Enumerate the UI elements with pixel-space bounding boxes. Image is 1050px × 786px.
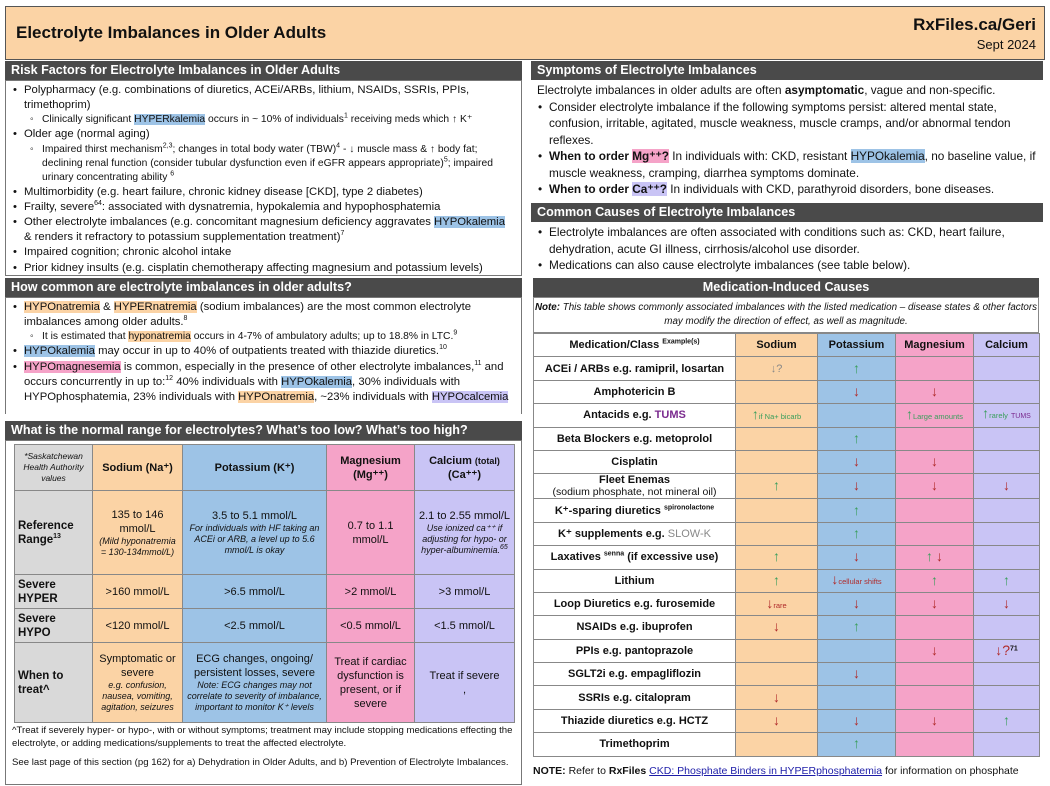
col-potassium: Potassium (K⁺) <box>183 445 327 491</box>
effect-magnesium <box>896 616 974 639</box>
effect-magnesium <box>896 663 974 686</box>
effect-magnesium: ↓ <box>896 592 974 615</box>
effect-potassium: ↑ <box>818 616 896 639</box>
effect-magnesium: ↓ <box>896 380 974 403</box>
ref-sodium: 135 to 146 mmol/L (Mild hyponatremia = 130-134mmol/L) <box>93 491 183 575</box>
effect-calcium <box>974 427 1040 450</box>
risk-box <box>5 80 522 276</box>
med-row <box>534 522 1040 545</box>
med-row <box>534 733 1040 756</box>
symptoms-item: • When to order Ca⁺⁺? In individuals with CKD, parathyroid disorders, bone diseases. <box>537 181 1037 198</box>
effect-potassium: ↓cellular shifts <box>818 569 896 592</box>
effect-potassium: ↓ <box>818 380 896 403</box>
effect-potassium: ↓ <box>818 663 896 686</box>
col-magnesium: Magnesium <box>896 334 974 357</box>
effect-potassium: ↓ <box>818 546 896 569</box>
effect-potassium <box>818 404 896 427</box>
range-see-last-page: See last page of this section (pg 162) for a) Dehydration in Older Adults, and b) Prevention of Electrolyte Imbalances. <box>12 757 509 768</box>
med-row <box>534 686 1040 709</box>
effect-calcium <box>974 499 1040 522</box>
range-table <box>14 444 515 723</box>
meds-heading: Medication-Induced Causes <box>533 278 1039 297</box>
causes-heading: Common Causes of Electrolyte Imbalances <box>531 203 1043 222</box>
effect-calcium <box>974 380 1040 403</box>
hyper-sodium: >160 mmol/L <box>93 575 183 609</box>
hypo-potassium: <2.5 mmol/L <box>183 609 327 643</box>
risk-item: • Polypharmacy (e.g. combinations of diuretics, ACEi/ARBs, lithium, NSAIDs, SSRIs, PPIs, trimethoprim) <box>12 83 515 113</box>
brand-name: RxFiles.ca/Geri <box>913 15 1036 34</box>
effect-sodium <box>736 639 818 662</box>
risk-item: • Frailty, severe$^{64}$: associated with dysnatremia, hypokalemia and hypophosphatemia <box>12 200 515 215</box>
effect-magnesium <box>896 357 974 380</box>
med-row <box>534 592 1040 615</box>
page-title: Electrolyte Imbalances in Older Adults <box>16 23 327 42</box>
common-box <box>5 297 522 414</box>
effect-calcium <box>974 522 1040 545</box>
med-row <box>534 709 1040 732</box>
row-when-to-treat: When to treat^ <box>15 643 93 723</box>
med-name: Amphotericin B <box>534 380 736 403</box>
effect-magnesium: ↓ <box>896 709 974 732</box>
risk-item: • Multimorbidity (e.g. heart failure, chronic kidney disease [CKD], type 2 diabetes) <box>12 185 515 200</box>
hypo-sodium: <120 mmol/L <box>93 609 183 643</box>
range-footnote: ^Treat if severely hyper- or hypo-, with or without symptoms; treatment may include stopping medications effecting the electrolyte, or adding medications/supplements to treat the affected electrolyte. <box>12 725 513 749</box>
effect-magnesium: ↑ ↓ <box>896 546 974 569</box>
med-name: Cisplatin <box>534 450 736 473</box>
col-potassium: Potassium <box>818 334 896 357</box>
effect-sodium: ↓ <box>736 616 818 639</box>
med-row <box>534 663 1040 686</box>
med-name: K⁺-sparing diuretics $^{spironolactone}$ <box>534 499 736 522</box>
med-row <box>534 616 1040 639</box>
common-subitem: ◦ It is estimated that hyponatremia occurs in 4-7% of ambulatory adults; up to 18.8% in LTC.$^9$ <box>12 330 515 344</box>
med-name: Laxatives $^{senna}$ (if excessive use) <box>534 546 736 569</box>
risk-item: • Other electrolyte imbalances (e.g. concomitant magnesium deficiency aggravates HYPOkalemia & renders it refractory to potassium supplementation treatment)$^7$ <box>12 215 515 245</box>
effect-calcium <box>974 546 1040 569</box>
effect-calcium <box>974 357 1040 380</box>
effect-calcium: ↑rarely TUMS <box>974 404 1040 427</box>
effect-calcium: ↑ <box>974 569 1040 592</box>
effect-magnesium: ↓ <box>896 474 974 499</box>
risk-item: • Prior kidney insults (e.g. cisplatin chemotherapy affecting magnesium and potassium levels) <box>12 261 515 276</box>
effect-sodium <box>736 380 818 403</box>
effect-sodium <box>736 427 818 450</box>
effect-sodium <box>736 522 818 545</box>
med-name: SSRIs e.g. citalopram <box>534 686 736 709</box>
effect-potassium: ↑ <box>818 427 896 450</box>
effect-calcium: ↓ <box>974 474 1040 499</box>
med-row <box>534 569 1040 592</box>
effect-calcium: ↑ <box>974 709 1040 732</box>
effect-magnesium <box>896 427 974 450</box>
effect-calcium <box>974 450 1040 473</box>
effect-potassium <box>818 686 896 709</box>
risk-subitem: ◦ Impaired thirst mechanism$^{2,3}$; changes in total body water (TBW)$^4$ - ↓ muscle mass & ↑ body fat; declining renal function (consider tubular dysfunction even if eGFR appears appropriate)$^5$; impaired urinary concentrating ability $^6$ <box>12 143 515 185</box>
col-sodium: Sodium (Na⁺) <box>93 445 183 491</box>
phosphate-binders-link[interactable]: CKD: Phosphate Binders in HYPERphosphatemia <box>649 765 883 777</box>
effect-calcium <box>974 733 1040 756</box>
med-name: Thiazide diuretics e.g. HCTZ <box>534 709 736 732</box>
med-name: Beta Blockers e.g. metoprolol <box>534 427 736 450</box>
med-name: Antacids e.g. TUMS <box>534 404 736 427</box>
risk-item: • Older age (normal aging) <box>12 127 515 142</box>
hypo-magnesium: <0.5 mmol/L <box>327 609 415 643</box>
causes-box <box>531 222 1043 276</box>
treat-potassium: ECG changes, ongoing/ persistent losses, severe Note: ECG changes may not correlate to severity of imbalance, important to monitor K⁺ levels <box>183 643 327 723</box>
effect-calcium: ↓ <box>974 592 1040 615</box>
med-row <box>534 404 1040 427</box>
col-sodium: Sodium <box>736 334 818 357</box>
symptoms-item: • Consider electrolyte imbalance if the following symptoms persist: altered mental state, confusion, irritable, agitated, muscle weakness, muscle cramps, and/or abnormal tendon reflexes. <box>537 99 1037 149</box>
row-severe-hyper: Severe HYPER <box>15 575 93 609</box>
effect-sodium <box>736 733 818 756</box>
med-row <box>534 546 1040 569</box>
effect-potassium: ↓ <box>818 474 896 499</box>
effect-magnesium <box>896 499 974 522</box>
hyper-calcium: >3 mmol/L <box>415 575 515 609</box>
effect-magnesium <box>896 522 974 545</box>
ref-magnesium: 0.7 to 1.1 mmol/L <box>327 491 415 575</box>
effect-sodium <box>736 663 818 686</box>
effect-magnesium <box>896 686 974 709</box>
effect-sodium: ↑ <box>736 546 818 569</box>
effect-sodium: ↓? <box>736 357 818 380</box>
effect-potassium: ↑ <box>818 733 896 756</box>
col-calcium: Calcium (total) (Ca⁺⁺) <box>415 445 515 491</box>
meds-note: Note: This table shows commonly associated imbalances with the listed medication – disease states & other factors may modify the direction of effect, as well as magnitude. <box>533 297 1039 333</box>
risk-item: • Impaired cognition; chronic alcohol intake <box>12 245 515 260</box>
col-calcium: Calcium <box>974 334 1040 357</box>
effect-calcium: ↓?$^{71}$ <box>974 639 1040 662</box>
treat-sodium: Symptomatic or severe e.g. confusion, nausea, vomiting, agitation, seizures <box>93 643 183 723</box>
symptoms-box <box>531 80 1043 198</box>
publish-date: Sept 2024 <box>976 37 1036 52</box>
effect-sodium: ↓ <box>736 709 818 732</box>
effect-magnesium: ↑Large amounts <box>896 404 974 427</box>
med-row <box>534 380 1040 403</box>
range-corner-note: *Saskatchewan Health Authority values <box>15 445 93 491</box>
causes-item: • Medications can also cause electrolyte imbalances (see table below). <box>537 257 1037 274</box>
effect-sodium <box>736 450 818 473</box>
effect-potassium: ↑ <box>818 499 896 522</box>
meds-footnote: NOTE: Refer to RxFiles CKD: Phosphate Binders in HYPERphosphatemia for information on phosphate <box>533 765 1019 777</box>
symptoms-heading: Symptoms of Electrolyte Imbalances <box>531 61 1043 80</box>
effect-magnesium: ↑ <box>896 569 974 592</box>
risk-heading: Risk Factors for Electrolyte Imbalances in Older Adults <box>5 61 522 80</box>
row-reference-range: Reference Range$^{13}$ <box>15 491 93 575</box>
common-item: • HYPOmagnesemia is common, especially in the presence of other electrolyte imbalances,$^{11}$ and occurs concurrently in up to:$^{12}$ 40% individuals with HYPOkalemia, 30% individuals with HYPOphosphatemia, 23% individuals with HYPOnatremia, ~23% individuals with HYPOcalcemia <box>12 360 515 406</box>
col-magnesium: Magnesium (Mg⁺⁺) <box>327 445 415 491</box>
med-name: Trimethoprim <box>534 733 736 756</box>
effect-calcium <box>974 616 1040 639</box>
med-row <box>534 427 1040 450</box>
col-medication: Medication/Class $^{Example(s)}$ <box>534 334 736 357</box>
common-item: • HYPOnatremia & HYPERnatremia (sodium imbalances) are the most common electrolyte imbalances among older adults.$^8$ <box>12 300 515 330</box>
effect-sodium: ↑if Na+ bicarb <box>736 404 818 427</box>
effect-potassium: ↓ <box>818 709 896 732</box>
effect-potassium: ↑ <box>818 522 896 545</box>
effect-sodium: ↓ <box>736 686 818 709</box>
symptoms-item: • When to order Mg⁺⁺? In individuals with: CKD, resistant HYPOkalemia, no baseline value, if muscle weakness, cramping, diarrhea symptoms dominate. <box>537 148 1037 181</box>
range-heading: What is the normal range for electrolytes? What’s too low? What’s too high? <box>5 421 522 440</box>
effect-calcium <box>974 663 1040 686</box>
effect-sodium: ↓rare <box>736 592 818 615</box>
effect-magnesium: ↓ <box>896 639 974 662</box>
med-row <box>534 499 1040 522</box>
med-name: ACEi / ARBs e.g. ramipril, losartan <box>534 357 736 380</box>
meds-table <box>533 333 1040 757</box>
row-severe-hypo: Severe HYPO <box>15 609 93 643</box>
treat-calcium: Treat if severe , <box>415 643 515 723</box>
ref-calcium: 2.1 to 2.55 mmol/L Use ionized ca⁺⁺ if adjusting for hypo- or hyper-albuminemia.$^{65}$ <box>415 491 515 575</box>
med-row <box>534 474 1040 499</box>
med-row <box>534 357 1040 380</box>
effect-sodium <box>736 499 818 522</box>
hyper-potassium: >6.5 mmol/L <box>183 575 327 609</box>
effect-potassium: ↓ <box>818 592 896 615</box>
effect-sodium: ↑ <box>736 569 818 592</box>
causes-item: • Electrolyte imbalances are often associated with conditions such as: CKD, heart failure, dehydration, acute GI illness, cirrhosis/alcohol use disorder. <box>537 224 1037 257</box>
effect-calcium <box>974 686 1040 709</box>
hyper-magnesium: >2 mmol/L <box>327 575 415 609</box>
med-name: SGLT2i e.g. empagliflozin <box>534 663 736 686</box>
med-name: K⁺ supplements e.g. SLOW-K <box>534 522 736 545</box>
med-name: Fleet Enemas (sodium phosphate, not mineral oil) <box>534 474 736 499</box>
hypo-calcium: <1.5 mmol/L <box>415 609 515 643</box>
treat-magnesium: Treat if cardiac dysfunction is present, or if severe <box>327 643 415 723</box>
effect-potassium <box>818 639 896 662</box>
common-item: • HYPOkalemia may occur in up to 40% of outpatients treated with thiazide diuretics.$^{10}$ <box>12 344 515 359</box>
med-name: PPIs e.g. pantoprazole <box>534 639 736 662</box>
ref-potassium: 3.5 to 5.1 mmol/L For individuals with HF taking an ACEi or ARB, a level up to 5.6 mmol/L is okay <box>183 491 327 575</box>
med-name: Lithium <box>534 569 736 592</box>
symptoms-intro: Electrolyte imbalances in older adults are often asymptomatic, vague and non-specific. <box>537 83 996 97</box>
effect-potassium: ↑ <box>818 357 896 380</box>
effect-sodium: ↑ <box>736 474 818 499</box>
med-name: NSAIDs e.g. ibuprofen <box>534 616 736 639</box>
med-row <box>534 639 1040 662</box>
effect-magnesium <box>896 733 974 756</box>
risk-subitem: ◦ Clinically significant HYPERkalemia occurs in ~ 10% of individuals$^1$ receiving meds which ↑ K⁺ <box>12 113 515 127</box>
common-heading: How common are electrolyte imbalances in older adults? <box>5 278 522 297</box>
med-name: Loop Diuretics e.g. furosemide <box>534 592 736 615</box>
page-header <box>5 6 1045 60</box>
effect-potassium: ↓ <box>818 450 896 473</box>
med-row <box>534 450 1040 473</box>
effect-magnesium: ↓ <box>896 450 974 473</box>
